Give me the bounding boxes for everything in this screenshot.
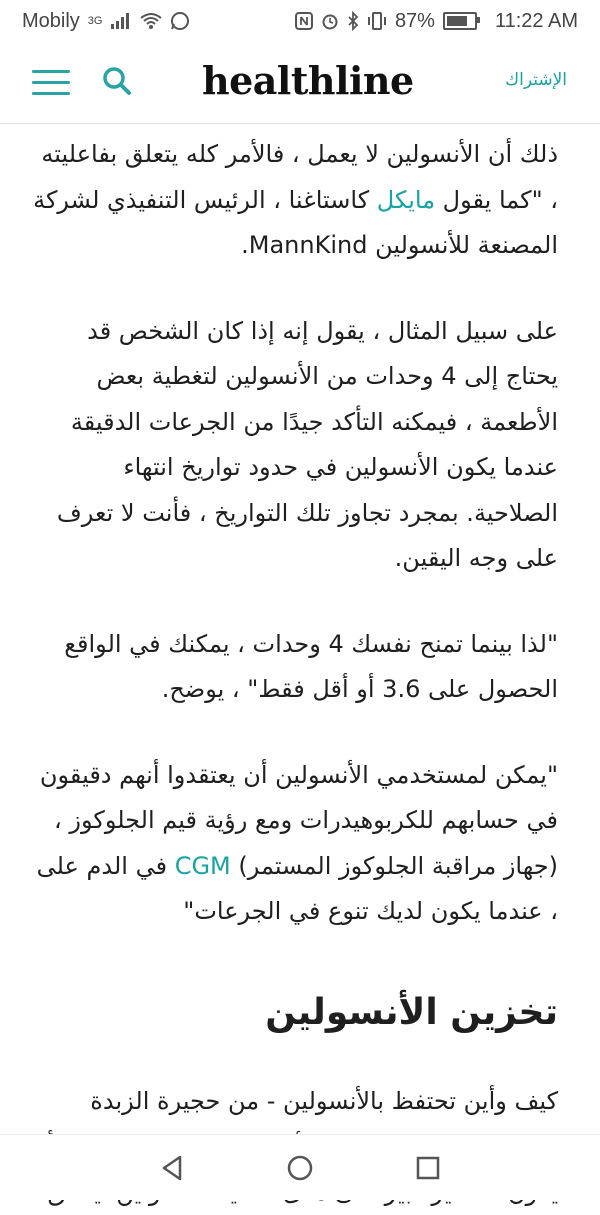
carrier-label: Mobily [22,10,80,33]
article-body [28,124,558,1134]
article-paragraph: "يمكن لمستخدمي الأنسولين أن يعتقدوا أنهم دقيقون في حسابهم للكربوهيدرات ومع رؤية قيم الجلوكوز ، (جهاز مراقبة الجلوكوز المستمر) CGM في الدم على ، عندما يكون لديك تنوع في الجرعات" [28,753,558,935]
signal-icon [110,12,132,30]
site-logo[interactable]: healthline [202,58,414,103]
cgm-link[interactable]: CGM [175,852,231,880]
search-icon[interactable] [100,64,134,98]
recents-icon[interactable] [413,1153,443,1183]
status-bar [0,0,600,42]
network-type: 3G [88,15,103,27]
whatsapp-icon [170,11,190,31]
nfc-icon [295,12,313,30]
home-icon[interactable] [285,1153,315,1183]
vibrate-icon [367,12,387,30]
wifi-icon [140,12,162,30]
battery-icon [443,12,477,30]
article-paragraph: "لذا بينما تمنح نفسك 4 وحدات ، يمكنك في الواقع الحصول على 3.6 أو أقل فقط" ، يوضح. [28,622,558,713]
clock: 11:22 AM [495,10,578,33]
section-heading: تخزين الأنسولين [28,983,558,1043]
back-icon[interactable] [158,1153,188,1183]
bluetooth-icon [347,12,359,30]
battery-percent: 87% [395,10,435,33]
author-link[interactable]: مايكل [377,186,435,214]
article-paragraph: على سبيل المثال ، يقول إنه إذا كان الشخص قد يحتاج إلى 4 وحدات من الأنسولين لتغطية بعض الأطعمة ، فيمكنه التأكد جيدًا من الجرعات الدقيقة عندما يكون الأنسولين في حدود تواريخ انتهاء الصلاحية. بمجرد تجاوز تلك التواريخ ، فأنت لا تعرف على وجه اليقين. [28,309,558,582]
alarm-icon [321,12,339,30]
app-header [0,42,600,124]
status-left [22,10,190,33]
subscribe-link[interactable]: الإشتراك [505,70,567,90]
menu-icon[interactable] [32,70,70,96]
status-right [295,10,578,33]
article-paragraph: كيف وأين تحتفظ بالأنسولين - من حجيرة الزبدة [28,1079,558,1215]
article-paragraph: ذلك أن الأنسولين لا يعمل ، فالأمر كله يتعلق بفاعليته ، "كما يقول مايكل كاستاغنا ، الرئيس التنفيذي لشركة المصنعة للأنسولين MannKind. [28,132,558,269]
system-nav-bar [0,1134,600,1200]
